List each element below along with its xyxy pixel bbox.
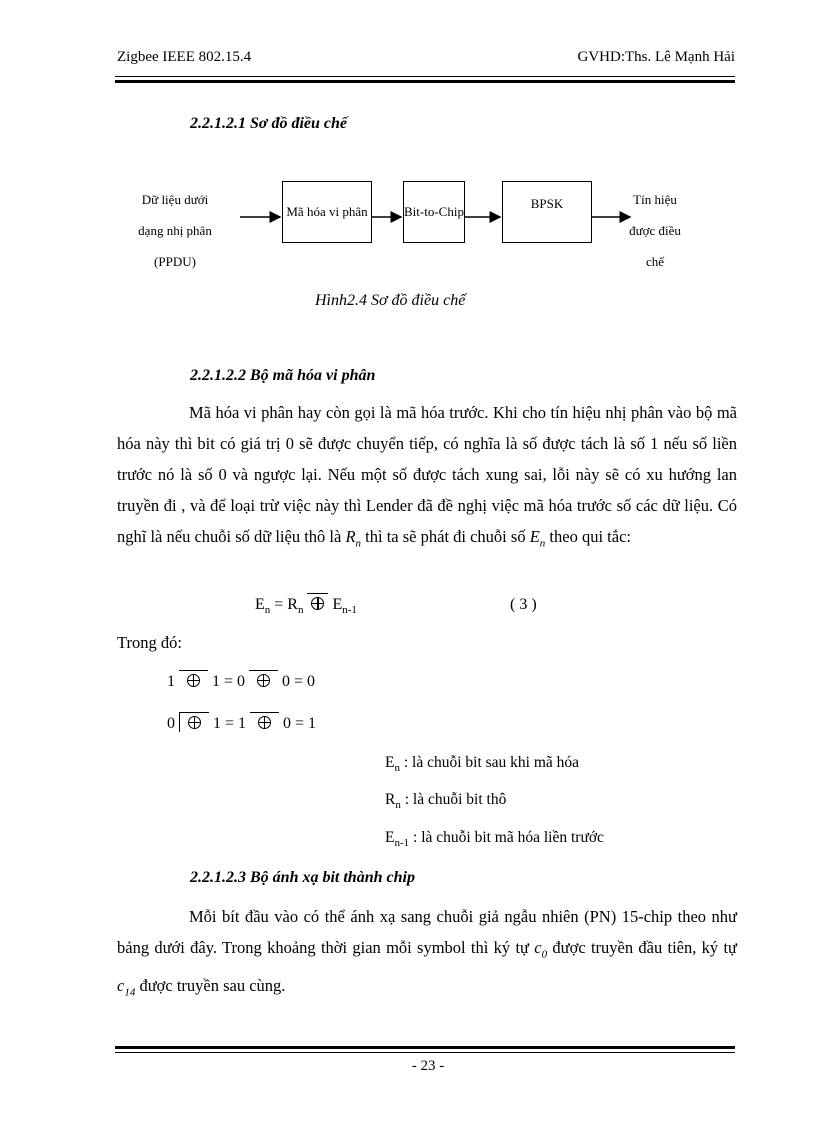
paragraph-differential [117, 397, 737, 559]
oplus-icon [258, 716, 271, 729]
legend-rn-sub: n [395, 799, 401, 812]
var-c0: c [534, 938, 542, 957]
paragraph-bit-to-chip [117, 901, 737, 1009]
legend-rn [385, 791, 506, 811]
block1-label: Mã hóa vi phân [286, 203, 368, 219]
section-heading-differential-encoder: 2.2.1.2.2 Bộ mã hóa vi phân [190, 367, 376, 384]
truth1-c: 0 = 0 [282, 673, 316, 690]
var-c14-sub: 14 [124, 986, 136, 999]
block2-label: Bit-to-Chip [404, 203, 464, 219]
oplus-icon [257, 674, 270, 687]
legend-en [385, 754, 579, 774]
oplus-icon [187, 674, 200, 687]
var-r-sub: n [355, 537, 362, 550]
diagram-arrows [0, 0, 816, 300]
footer-rule-thin [115, 1052, 735, 1053]
xnor-operator-4 [250, 712, 279, 732]
legend-rn-text: : là chuỗi bit thô [404, 791, 507, 808]
paragraph-differential-mid: thì ta sẽ phát đi chuỗi số [365, 527, 526, 546]
equation-3 [255, 596, 357, 616]
footer-rule-thick [115, 1046, 735, 1049]
truth2-b: 1 = 1 [213, 715, 247, 732]
eq-lhs: E [255, 596, 265, 613]
output-line-1: Tín hiệu [633, 192, 677, 207]
var-e: E [529, 527, 540, 546]
p3-text-b: được truyền đầu tiên, ký tự [552, 938, 737, 957]
legend-en-sub: n [394, 762, 400, 775]
paragraph-differential-end: theo qui tắc: [549, 527, 631, 546]
p3-text-c: được truyền sau cùng. [139, 976, 286, 996]
legend-en1-sub: n-1 [394, 837, 410, 850]
truth2-c: 0 = 1 [283, 715, 317, 732]
xnor-operator-2 [249, 670, 278, 690]
legend-en1 [385, 829, 604, 849]
input-line-3: (PPDU) [154, 254, 196, 269]
legend-en-text: : là chuỗi bit sau khi mã hóa [403, 754, 580, 771]
equation-number: ( 3 ) [510, 596, 537, 613]
truth-row-1 [167, 673, 315, 691]
truth-row-2 [167, 715, 316, 733]
page-number: - 23 - [411, 1058, 445, 1074]
eq-lhs-sub: n [264, 604, 271, 617]
header-left: Zigbee IEEE 802.15.4 [117, 49, 252, 65]
var-r: R [345, 527, 356, 546]
eq-mid-sub: n [297, 604, 304, 617]
var-e-sub: n [539, 537, 546, 550]
truth1-b: 1 = 0 [212, 673, 246, 690]
var-c0-sub: 0 [541, 948, 548, 961]
oplus-icon [188, 716, 201, 729]
paragraph-differential-text: Mã hóa vi phân hay còn gọi là mã hóa trước. Khi cho tín hiệu nhị phân vào bộ mã hóa này thì bit có giá trị 0 sẽ được chuyển tiếp, có nghĩa là số được tách là số 1 nếu số liền trước nó là số 0 và ngược lại. Nếu một số được tách xung sai, lỗi này sẽ có xu hướng lan truyền đi , và để loại trừ việc này thì Lender đã đề nghị việc mã hóa trước số các dữ liệu. Có nghĩ là nếu chuỗi số dữ liệu thô là [117, 403, 737, 546]
xnor-operator [307, 593, 328, 613]
block3-label: BPSK [530, 196, 564, 211]
xnor-operator-3 [179, 712, 209, 732]
var-c14: c [117, 976, 125, 996]
output-line-3: chế [645, 254, 665, 269]
output-line-2: được điều [629, 223, 681, 238]
eq-rhs-sub: n-1 [342, 604, 357, 617]
input-line-1: Dữ liệu dưới [141, 192, 209, 207]
legend-en-sym: E [385, 754, 395, 771]
oplus-icon [311, 597, 324, 610]
truth2-a: 0 [167, 715, 175, 732]
xnor-operator-1 [179, 670, 208, 690]
input-line-2: dạng nhị phân [138, 223, 212, 238]
legend-en1-text: : là chuỗi bit mã hóa liền trước [413, 829, 604, 846]
eq-rhs: E [332, 596, 343, 613]
truth1-a: 1 [167, 673, 175, 690]
legend-rn-sym: R [385, 791, 396, 808]
legend-en1-sym: E [385, 829, 395, 846]
section-heading-bit-to-chip: 2.2.1.2.3 Bộ ánh xạ bit thành chip [190, 869, 415, 886]
p3-text-a: Mỗi bít đầu vào có thể ánh xạ sang chuỗi giả ngẫu nhiên (PN) 15-chip theo như bảng dưới đây. Trong khoảng thời gian mỗi symbol thì ký tự [117, 907, 737, 957]
eq-mid: = R [274, 596, 298, 613]
where-label: Trong đó: [117, 633, 182, 652]
section-heading-modulation: 2.2.1.2.1 Sơ đồ điều chế [190, 115, 348, 132]
header-right: GVHD:Ths. Lê Mạnh Hải [577, 49, 735, 65]
figure-caption: Hình2.4 Sơ đồ điều chế [315, 292, 466, 309]
